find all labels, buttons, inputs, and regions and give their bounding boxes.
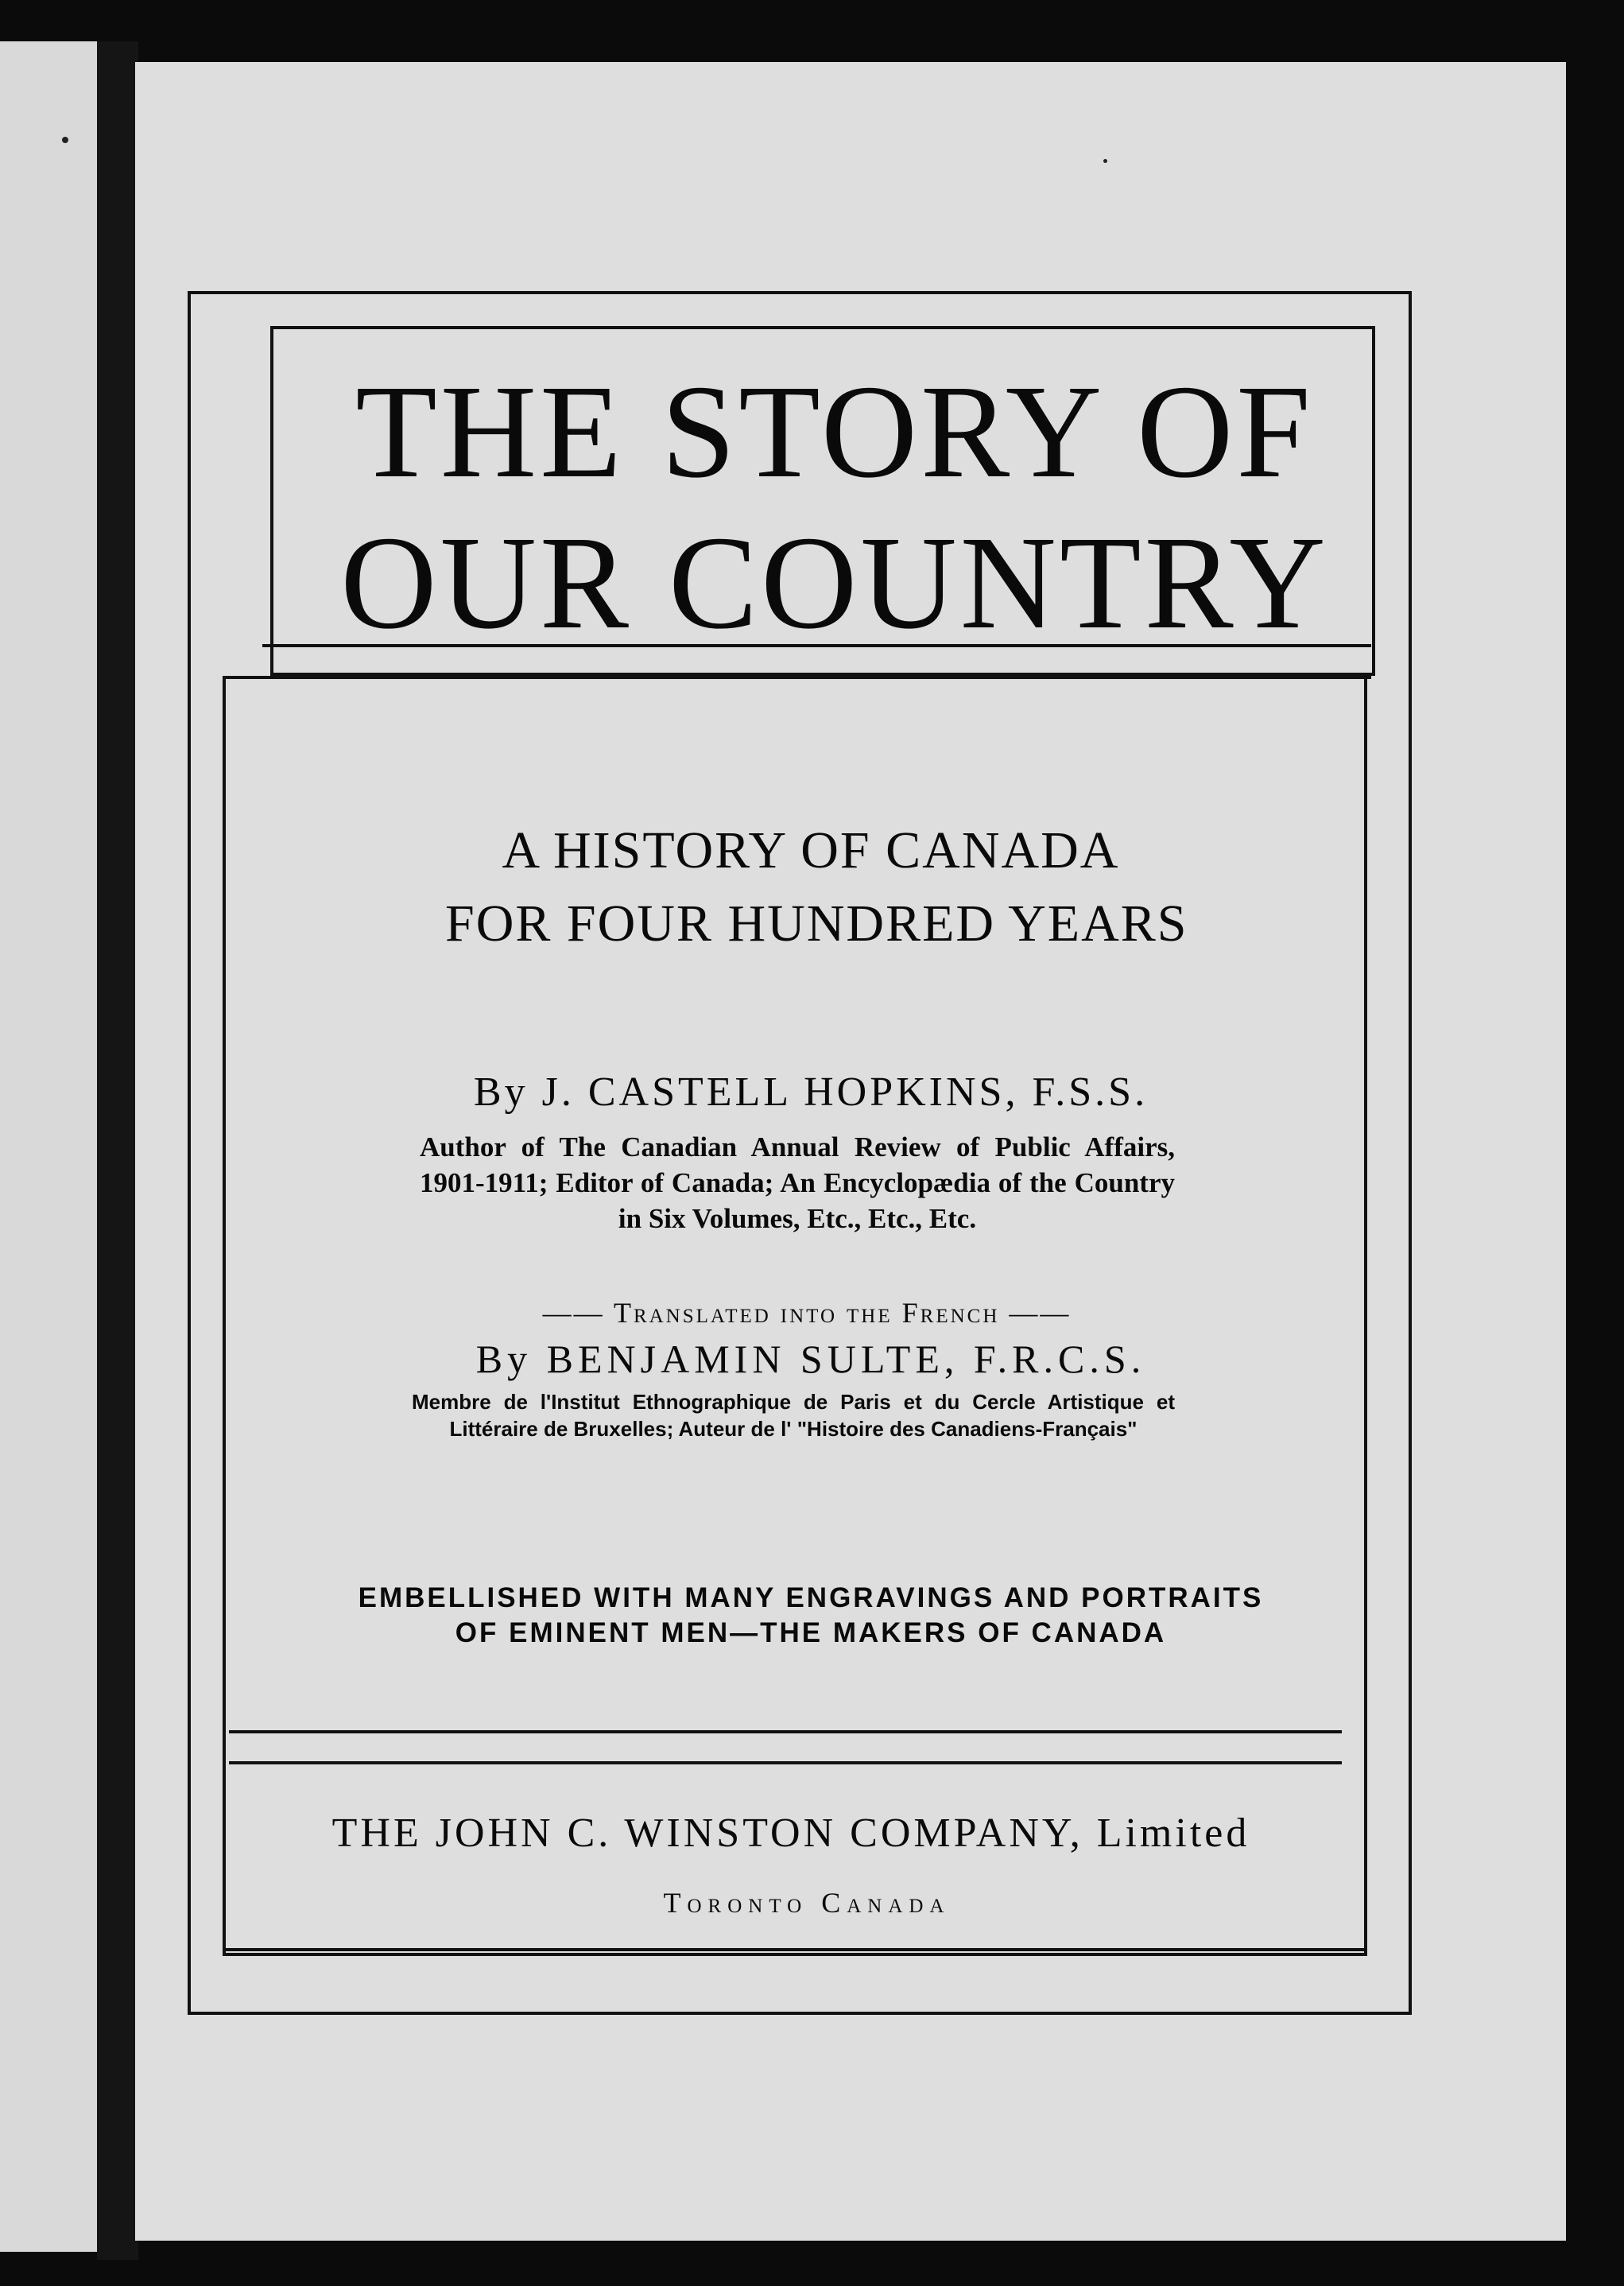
- title-line-1: THE STORY OF: [355, 358, 1314, 506]
- title-line-2: OUR COUNTRY: [340, 509, 1329, 657]
- title-rule-bottom: [262, 676, 1371, 679]
- speck-mark: [1103, 159, 1107, 163]
- speck-mark: [62, 137, 68, 143]
- subtitle-line-1: A HISTORY OF CANADA: [502, 821, 1120, 879]
- embellishment-line-2: OF EMINENT MEN—THE MAKERS OF CANADA: [455, 1617, 1167, 1648]
- book-gutter: [97, 41, 138, 2260]
- author-description: Author of The Canadian Annual Review of Public Affairs, 1901-1911; Editor of Canada; An Encyclopædia of the Country in Six Volumes, Etc., Etc., Etc.: [420, 1131, 1175, 1234]
- publisher-rule-top: [229, 1730, 1342, 1733]
- publisher-box-bottom: [224, 1948, 1366, 1951]
- embellishment-line-1: EMBELLISHED WITH MANY ENGRAVINGS AND PORTRAITS: [358, 1582, 1264, 1613]
- subtitle-line-2: FOR FOUR HUNDRED YEARS: [445, 895, 1188, 953]
- book-subtitle: [445, 814, 1188, 961]
- embellishment-note: [350, 1581, 1272, 1651]
- publisher-rule-bottom: [229, 1761, 1342, 1764]
- publisher-location: Toronto Canada: [663, 1887, 951, 1919]
- translator-byline: By BENJAMIN SULTE, F.R.C.S.: [475, 1337, 1146, 1381]
- translator-description: Membre de l'Institut Ethnographique de Paris et du Cercle Artistique et Littéraire de Bruxelles; Auteur de l' "Histoire des Canadiens-Français": [412, 1390, 1175, 1441]
- translation-heading: —— Translated into the French ——: [542, 1297, 1072, 1329]
- book-title: [306, 356, 1363, 658]
- publisher-name: THE JOHN C. WINSTON COMPANY, Limited: [331, 1811, 1250, 1856]
- author-byline: By J. CASTELL HOPKINS, F.S.S.: [473, 1069, 1149, 1115]
